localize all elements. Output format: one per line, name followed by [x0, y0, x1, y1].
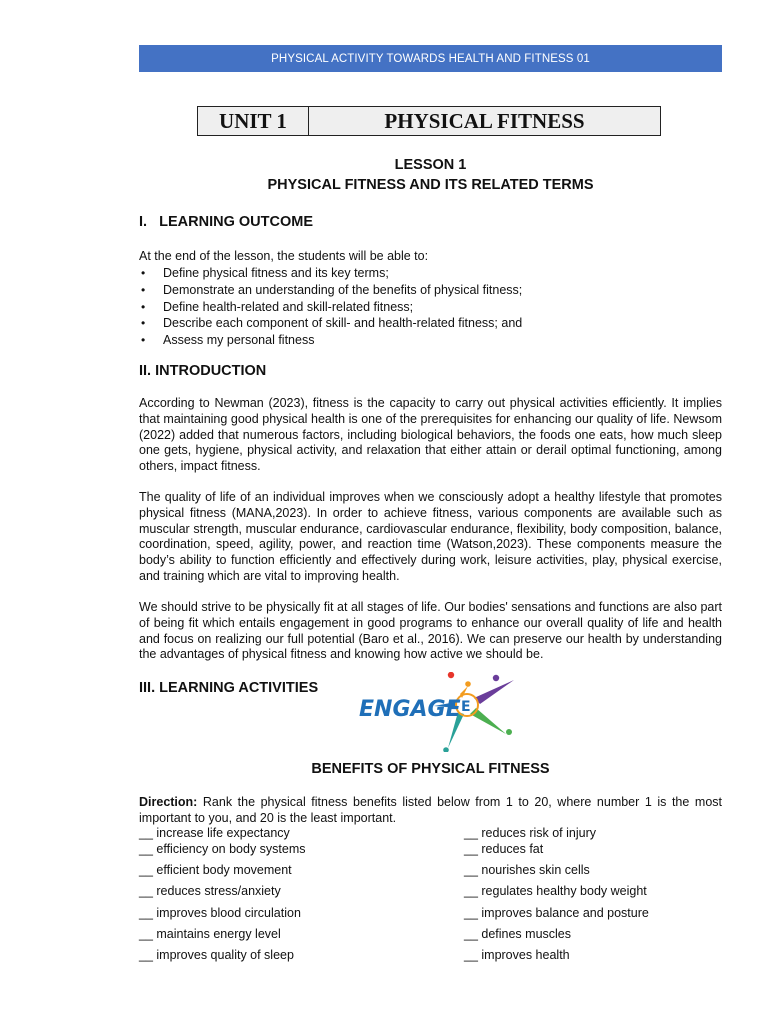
benefit-item: __ improves blood circulation [139, 906, 301, 920]
logo-text: ENGAGE [359, 697, 461, 722]
benefit-item: __ reduces risk of injury [464, 826, 597, 840]
header-title: PHYSICAL ACTIVITY TOWARDS HEALTH AND FITNESS 01 [271, 52, 590, 65]
benefit-item: __ efficiency on body systems [139, 842, 306, 856]
benefit-item: __ efficient body movement [139, 863, 292, 877]
list-item: • Assess my personal fitness [139, 332, 522, 349]
benefit-item: __ improves balance and posture [464, 906, 649, 920]
unit-title: PHYSICAL FITNESS [384, 108, 585, 133]
list-item: • Demonstrate an understanding of the benefits of physical fitness; [139, 282, 522, 299]
benefit-item: __ improves health [464, 948, 570, 962]
introduction-heading: II. INTRODUCTION [139, 363, 267, 379]
benefit-item: __ defines muscles [464, 927, 572, 941]
list-item: • Describe each component of skill- and health-related fitness; and [139, 315, 522, 332]
lesson-title: PHYSICAL FITNESS AND ITS RELATED TERMS [267, 177, 594, 193]
engage-logo [356, 672, 518, 752]
learning-outcome-heading: I. LEARNING OUTCOME [139, 214, 313, 230]
logo-letter: E [461, 699, 471, 715]
lesson-label: LESSON 1 [394, 157, 467, 173]
direction-text [139, 795, 722, 827]
list-item: • Define health-related and skill-related fitness; [139, 299, 522, 316]
benefit-item: __ reduces fat [464, 842, 544, 856]
direction-body: Rank the physical fitness benefits listed below from 1 to 20, where number 1 is the most important to you, and 20 is the least important. [139, 795, 722, 825]
unit-number: UNIT 1 [198, 107, 309, 135]
intro-paragraph-3: We should strive to be physically fit at all stages of life. Our bodies' sensations and functions are also part of being fit which entails engagement in good programs to enhance our overall quality of life and health and focus on realizing our full potential (Baro et al., 2016). We can preserve our health by understanding the advantages of physical fitness and knowing how active we should be. [139, 600, 722, 662]
benefits-title: BENEFITS OF PHYSICAL FITNESS [311, 761, 550, 777]
direction-label: Direction: [139, 795, 198, 809]
intro-paragraph-2: The quality of life of an individual improves when we consciously adopt a healthy lifestyle that promotes physical fitness (MANA,2023). In order to achieve fitness, various components are available such as muscular strength, muscular endurance, cardiovascular endurance, flexibility, body composition, balance, coordination, speed, agility, power, and reaction time (Watson,2023). These components measure the body’s ability to function efficiently and effectively during work, leisure activities, play, physical exercise, and training which are vital to improving health. [139, 490, 722, 583]
unit-title-box [197, 106, 661, 136]
benefit-item: __ maintains energy level [139, 927, 281, 941]
benefit-item: __ increase life expectancy [139, 826, 290, 840]
learning-outcome-list [139, 265, 522, 349]
benefit-item: __ improves quality of sleep [139, 948, 294, 962]
learning-activities-heading: III. LEARNING ACTIVITIES [139, 680, 319, 696]
benefit-item: __ regulates healthy body weight [464, 884, 647, 898]
benefit-item: __ nourishes skin cells [464, 863, 590, 877]
list-item: • Define physical fitness and its key terms; [139, 265, 522, 282]
learning-outcome-intro: At the end of the lesson, the students will be able to: [139, 249, 429, 263]
intro-paragraph-1: According to Newman (2023), fitness is the capacity to carry out physical activities efficiently. It implies that maintaining good physical health is one of the prerequisites for enhancing our quality of life. Newsom (2022) added that numerous factors, including biological behaviors, the foods one eats, how much sleep one gets, hygiene, physical activity, and relaxation that either attain or derail optimal functioning, among others, impact fitness. [139, 396, 722, 474]
benefit-item: __ reduces stress/anxiety [139, 884, 281, 898]
page-header [139, 45, 722, 72]
